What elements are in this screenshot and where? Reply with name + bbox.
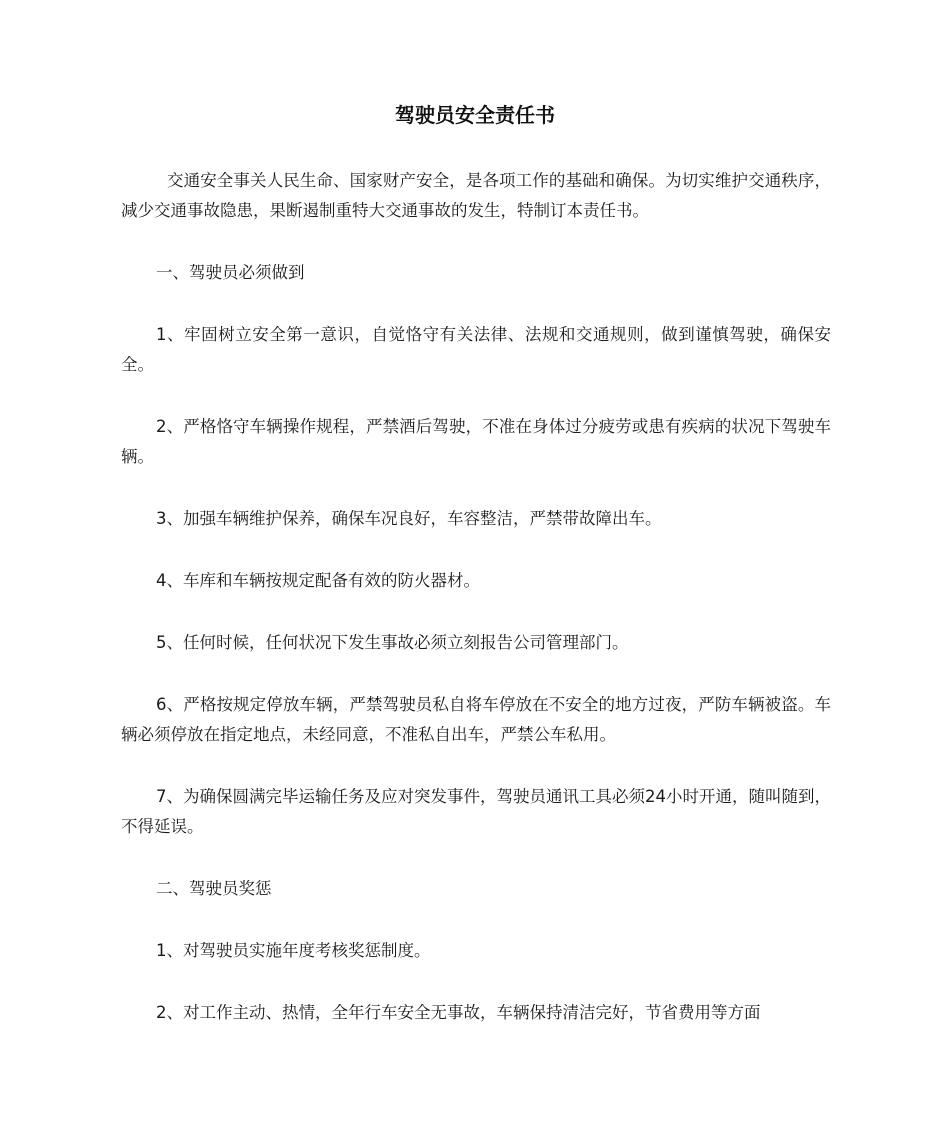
document-body: [121, 166, 831, 1060]
section-heading-rewards: 二、驾驶员奖惩: [156, 879, 272, 898]
reward-item-1: 1、对驾驶员实施年度考核奖惩制度。: [156, 941, 431, 960]
requirement-item-4: 4、车库和车辆按规定配备有效的防火器材。: [156, 571, 480, 590]
requirement-item-6: 6、严格按规定停放车辆，严禁驾驶员私自将车停放在不安全的地方过夜，严防车辆被盗。车辆必须停放在指定地点，未经同意，不准私自出车，严禁公车私用。: [121, 695, 831, 744]
requirement-item-1: 1、牢固树立安全第一意识，自觉恪守有关法律、法规和交通规则，做到谨慎驾驶，确保安全。: [121, 325, 831, 374]
requirement-item-3: 3、加强车辆维护保养，确保车况良好，车容整洁，严禁带故障出车。: [156, 509, 662, 528]
document-title: 驾驶员安全责任书: [395, 103, 555, 127]
requirement-item-2: 2、严格恪守车辆操作规程，严禁酒后驾驶，不准在身体过分疲劳或患有疾病的状况下驾驶车辆。: [121, 417, 831, 466]
section-heading-requirements: 一、驾驶员必须做到: [156, 263, 305, 282]
requirement-item-7: 7、为确保圆满完毕运输任务及应对突发事件，驾驶员通讯工具必须24小时开通，随叫随到，不得延误。: [121, 787, 831, 836]
requirement-item-5: 5、任何时候，任何状况下发生事故必须立刻报告公司管理部门。: [156, 633, 629, 652]
reward-item-2: 2、对工作主动、热情，全年行车安全无事故，车辆保持清洁完好，节省费用等方面: [156, 1003, 761, 1022]
intro-paragraph: 交通安全事关人民生命、国家财产安全，是各项工作的基础和确保。为切实维护交通秩序，减少交通事故隐患，果断遏制重特大交通事故的发生，特制订本责任书。: [121, 171, 831, 220]
